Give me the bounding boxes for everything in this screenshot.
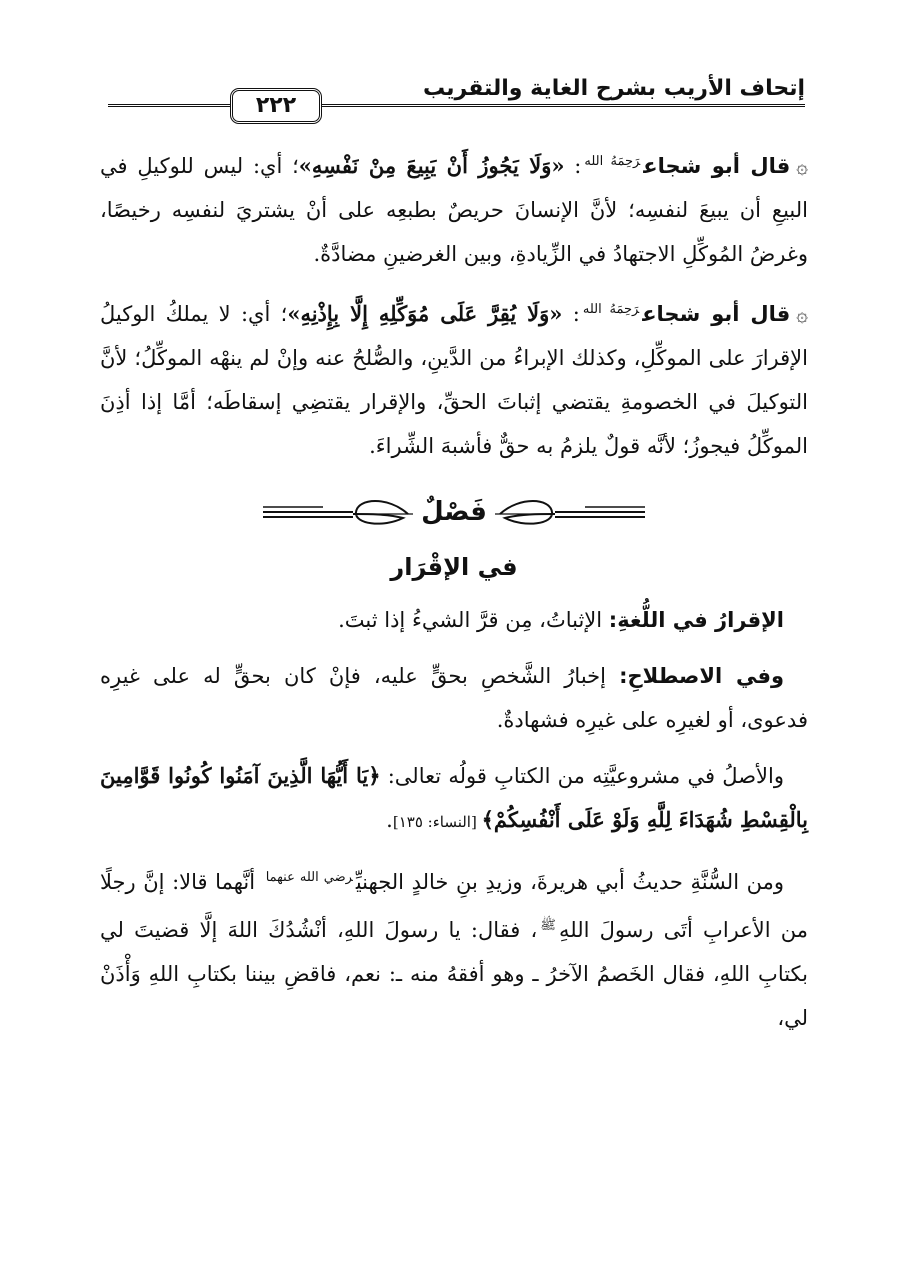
ayah-reference: [النساء: ١٣٥] [392,813,482,831]
honor-mark: ﷺ [540,918,557,933]
hadith-text-1: ومن السُّنَّةِ حديثُ أبي هريرةَ، وزيدِ بنِ خالدٍ الجهنيِّ [355,870,784,894]
speaker: قال أبو شجاع [642,302,791,326]
section-label: فَصْلٌ [421,497,487,527]
definition-language [100,598,808,642]
matn-quote: «وَلَا يُقِرَّ عَلَى مُوَكِّلِهِ إِلَّا بِإِذْنِهِ» [287,301,563,326]
definition-text: إخبارُ الشَّخصِ بحقٍّ عليه، فإنْ كان بحقٍّ له على غيرِه فدعوى، أو لغيرِه على غيرِه فشهادةٌ. [100,664,808,732]
honor-mark: رَحِمَهُ الله [584,154,641,169]
page-number: ٢٢٢ [230,88,322,124]
honor-mark: رَحِمَهُ الله [582,302,640,317]
definition-term: الإقرارُ في اللُّغةِ: [608,608,784,632]
definition-term: وفي الاصطلاحِ: [619,664,784,688]
chapter-title: في الإقْرَار [390,553,518,581]
hadith-text-2: أنَّهما قالا: إنَّ رجلًا من الأعرابِ أتَى رسولَ اللهِ [100,870,809,942]
flower-icon: ۞ [796,154,808,178]
quran-evidence [100,754,808,844]
page-header [108,62,805,122]
commentary-text: ؛ أي: ليس للوكيلِ في البيعِ أن يبيعَ لنفسِه؛ لأنَّ الإنسانَ حريصٌ بطبعِه على أنْ يشتريَ لنفسِه رخيصًا، وغرضُ المُوكِّلِ الاجتهادُ في الزِّيادةِ، وبين الغرضينِ مضادَّةٌ. [100,154,808,266]
definition-text: الإثباتُ، مِن قرَّ الشيءُ إذا ثبتَ. [338,608,609,632]
quran-ayah: ﴿يَا أَيُّهَا الَّذِينَ آمَنُوا كُونُوا قَوَّامِينَ بِالْقِسْطِ شُهَدَاءَ لِلَّهِ وَلَوْ عَلَى أَنْفُسِكُمْ﴾ [100,763,808,832]
definition-term-technical [100,654,808,742]
hadith-text-3: ، فقال: يا رسولَ اللهِ، أنْشُدُكَ اللهَ إلَّا قضيتَ لي بكتابِ اللهِ، فقال الخَصمُ الآخرُ ـ وهو أفقهُ منه ـ: نعم، فاقضِ بيننا بكتابِ اللهِ وَأْذَنْ لي، [100,918,808,1030]
honor-mark: رضي الله عنهما [265,870,353,885]
book-title: إتحاف الأريب بشرح الغاية والتقريب [422,76,805,101]
hadith-evidence [100,856,808,1040]
speaker: قال أبو شجاع [643,154,791,178]
matn-quote: «وَلَا يَجُوزُ أَنْ يَبِيعَ مِنْ نَفْسِهِ» [298,153,565,178]
header-rule [108,104,805,107]
section-divider [100,484,808,540]
evidence-end: . [386,808,393,832]
evidence-intro: والأصلُ في مشروعيَّتِه من الكتابِ قولُه تعالى: [380,764,784,788]
paragraph-2: ۞قال أبو شجاع$^{رَحِمَهُ الله}$: «وَلَا يُقِرَّ عَلَى مُوَكِّلِهِ إِلَّا بِإِذْنِهِ»؛ أي: لا يملكُ الوكيلُ الإقرارَ على الموكِّلِ، وكذلك الإبراءُ من الدَّينِ، والصُّلحُ عنه وإنْ لم ينهْه الموكِّلُ؛ لأنَّ التوكيلَ في الخصومةِ يقتضي إثباتَ الحقِّ، والإقرار يقتضِي إسقاطَه؛ أمَّا إذا أذِنَ الموكِّلُ فيجوزُ؛ لأنَّه قولٌ يلزمُ به حقٌّ فأشبهَ الشِّراءَ. [100,301,808,458]
commentary-text: ؛ أي: لا يملكُ الوكيلُ الإقرارَ على الموكِّلِ، وكذلك الإبراءُ من الدَّينِ، والصُّلحُ عنه وإنْ لم ينهْه الموكِّلُ؛ لأنَّ التوكيلَ في الخصومةِ يقتضي إثباتَ الحقِّ، والإقرار يقتضِي إسقاطَه؛ أمَّا إذا أذِنَ الموكِّلُ فيجوزُ؛ لأنَّه قولٌ يلزمُ به حقٌّ فأشبهَ الشِّراءَ. [100,302,808,458]
flower-icon: ۞ [796,302,808,326]
page-content [100,140,808,1044]
paragraph-1: ۞قال أبو شجاع$^{رَحِمَهُ الله}$: «وَلَا يَجُوزُ أَنْ يَبِيعَ مِنْ نَفْسِهِ»؛ أي: ليس للوكيلِ في البيعِ أن يبيعَ لنفسِه؛ لأنَّ الإنسانَ حريصٌ بطبعِه على أنْ يشتريَ لنفسِه رخيصًا، وغرضُ المُوكِّلِ الاجتهادُ في الزِّيادةِ، وبين الغرضينِ مضادَّةٌ. [100,153,808,266]
